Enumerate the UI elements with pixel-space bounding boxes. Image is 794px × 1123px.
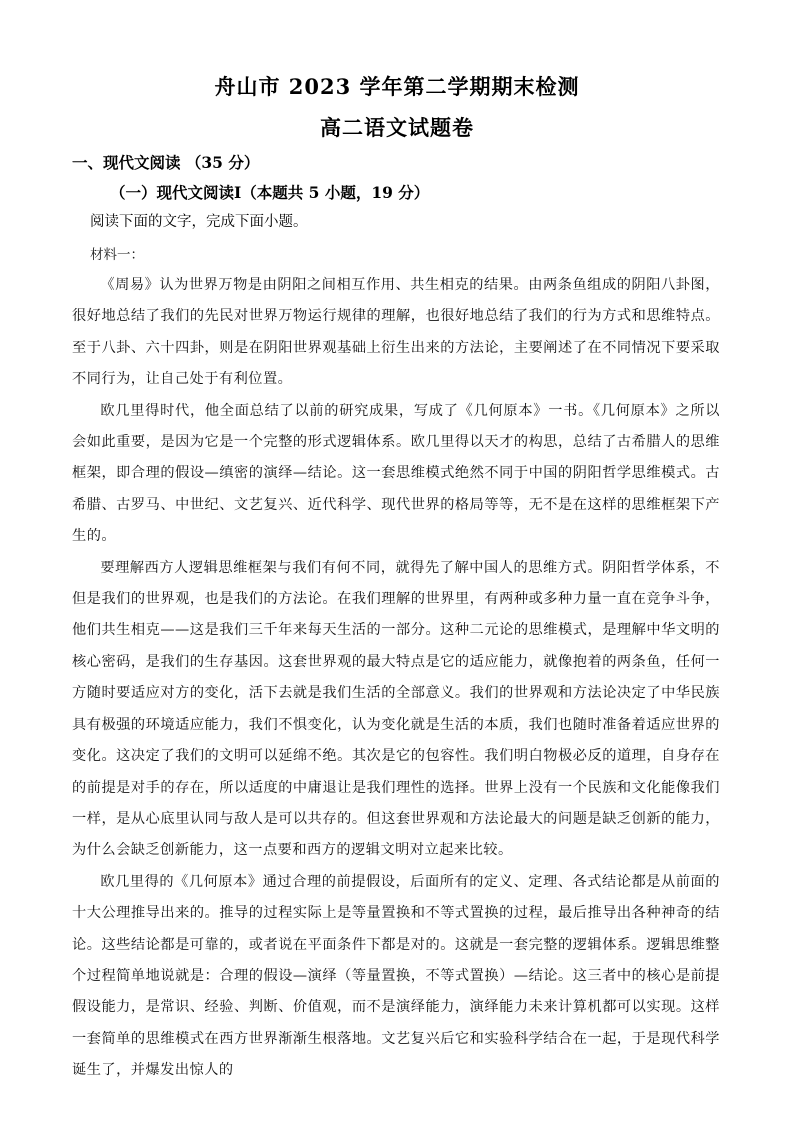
passage-paragraph: 欧几里得的《几何原本》通过合理的前提假设，后面所有的定义、定理、各式结论都是从前面的十大公理推导出来的。推导的过程实际上是等量置换和不等式置换的过程，最后推导出各种神奇的结论。这些结论都是可靠的，或者说在平面条件下都是对的。这就是一套完整的逻辑体系。逻辑思维整个过程简单地说就是：合理的假设—演绎（等量置换，不等式置换）—结论。这三者中的核心是前提假设能力，是常识、经验、判断、价值观，而不是演绎能力，演绎能力未来计算机都可以实现。这样一套简单的思维模式在西方世界渐渐生根落地。文艺复兴后它和实验科学结合在一起，于是现代科学诞生了，并爆发出惊人的	[72, 873, 720, 1079]
subsection-heading: （一）现代文阅读Ⅰ（本题共 5 小题，19 分）	[110, 183, 430, 202]
reading-passage	[72, 270, 720, 1087]
passage-paragraph: 要理解西方人逻辑思维框架与我们有何不同，就得先了解中国人的思维方式。阴阳哲学体系，不但是我们的世界观，也是我们的方法论。在我们理解的世界里，有两种或多种力量一直在竞争斗争，他们共生相克——这是我们三千年来每天生活的一部分。这种二元论的思维模式，是理解中华文明的核心密码，是我们的生存基因。这套世界观的最大特点是它的适应能力，就像抱着的两条鱼，任何一方随时要适应对方的变化，活下去就是我们生活的全部意义。我们的世界观和方法论决定了中华民族具有极强的环境适应能力，我们不惧变化，认为变化就是生活的本质，我们也随时准备着适应世界的变化。这决定了我们的文明可以延绵不绝。其次是它的包容性。我们明白物极必反的道理，自身存在的前提是对手的存在，所以适度的中庸退让是我们理性的选择。世界上没有一个民族和文化能像我们一样，是从心底里认同与敌人是可以共存的。但这套世界观和方法论最大的问题是缺乏创新的能力，为什么会缺乏创新能力，这一点要和西方的逻辑文明对立起来比较。	[72, 559, 720, 859]
passage-paragraph: 《周易》认为世界万物是由阴阳之间相互作用、共生相克的结果。由两条鱼组成的阴阳八卦图，很好地总结了我们的先民对世界万物运行规律的理解，也很好地总结了我们的行为方式和思维特点。至于八卦、六十四卦，则是在阴阳世界观基础上衍生出来的方法论，主要阐述了在不同情况下要采取不同行为，让自己处于有利位置。	[72, 277, 720, 388]
exam-title: 舟山市 2023 学年第二学期期末检测	[214, 74, 580, 99]
section-heading: 一、现代文阅读 （35 分）	[72, 153, 260, 172]
passage-paragraph: 欧几里得时代，他全面总结了以前的研究成果，写成了《几何原本》一书。《几何原本》之所以会如此重要，是因为它是一个完整的形式逻辑体系。欧几里得以天才的构思，总结了古希腊人的思维框架，即合理的假设—缜密的演绎—结论。这一套思维模式绝然不同于中国的阴阳哲学思维模式。古希腊、古罗马、中世纪、文艺复兴、近代科学、现代世界的格局等等，无不是在这样的思维框架下产生的。	[72, 402, 720, 545]
instruction-text: 阅读下面的文字，完成下面小题。	[90, 214, 308, 230]
exam-subtitle: 高二语文试题卷	[320, 115, 474, 140]
material-label: 材料一：	[90, 247, 144, 263]
